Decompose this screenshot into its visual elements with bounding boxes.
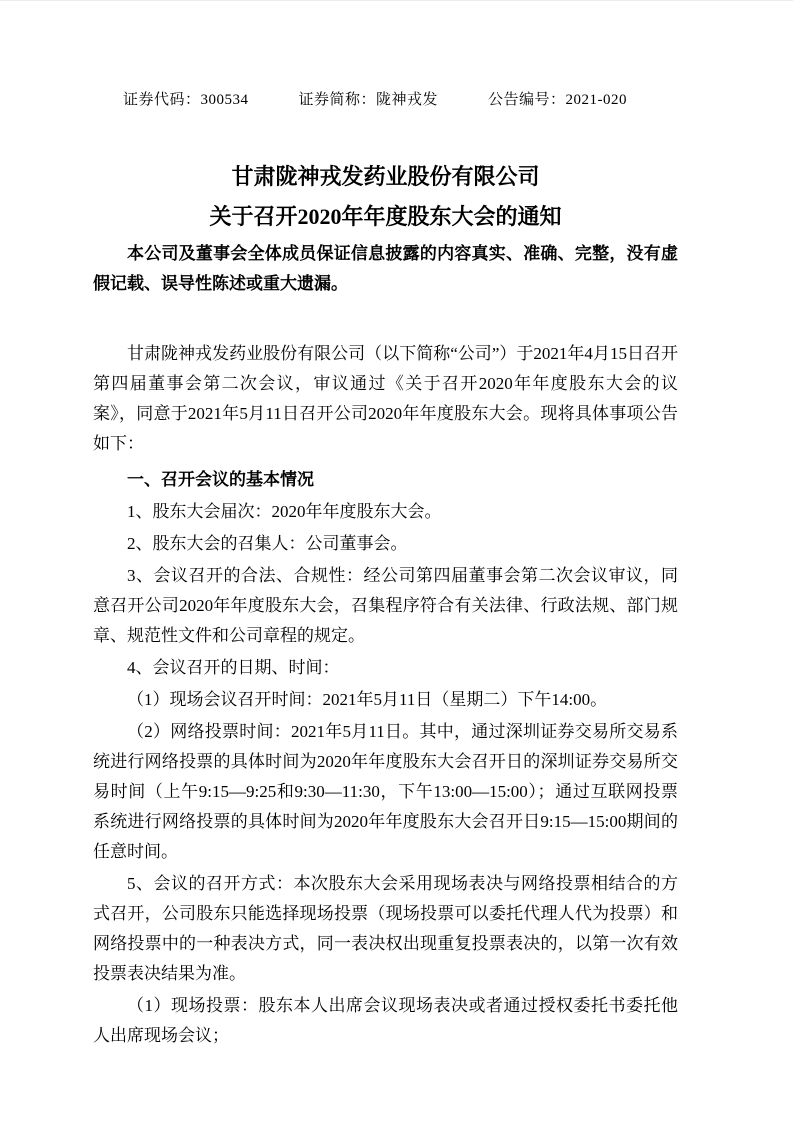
item-4-date-time: 4、会议召开的日期、时间：: [127, 658, 340, 677]
item-5-meeting-method: 5、会议的召开方式：本次股东大会采用现场表决与网络投票相结合的方式召开，公司股东只能选择现场投票（现场投票可以委托代理人代为投票）和网络投票中的一种表决方式，同一表决权出现重复投票表决的，以第一次有效投票表决结果为准。: [93, 874, 678, 983]
document-title: [93, 157, 678, 237]
disclosure-statement: 本公司及董事会全体成员保证信息披露的内容真实、准确、完整，没有虚假记载、误导性陈述或重大遗漏。: [93, 244, 678, 293]
item-1-meeting-session: 1、股东大会届次：2020年年度股东大会。: [127, 502, 442, 521]
section-heading-1: 一、召开会议的基本情况: [127, 470, 314, 489]
intro-paragraph: 甘肃陇神戎发药业股份有限公司（以下简称“公司”）于2021年4月15日召开第四届董事会第二次会议，审议通过《关于召开2020年年度股东大会的议案》，同意于2021年5月11日召开公司2020年年度股东大会。现将具体事项公告如下：: [93, 344, 678, 453]
item-2-convener: 2、股东大会的召集人：公司董事会。: [127, 534, 408, 553]
announcement-number: 公告编号：2021-020: [488, 92, 628, 108]
stock-abbreviation: 证券简称：陇神戎发: [298, 92, 439, 108]
item-4-2-online-voting-time: （2）网络投票时间：2021年5月11日。其中，通过深圳证券交易所交易系统进行网络投票的具体时间为2020年年度股东大会召开日的深圳证券交易所交易时间（上午9:15—9:25和9:30—11:30，下午13:00—15:00）；通过互联网投票系统进行网络投票的具体时间为2020年年度股东大会召开日9:15—15:00期间的任意时间。: [93, 722, 678, 861]
notice-title: 关于召开2020年年度股东大会的通知: [209, 204, 562, 229]
item-4-1-onsite-time: （1）现场会议召开时间：2021年5月11日（星期二）下午14:00。: [127, 690, 608, 709]
company-name-title: 甘肃陇神戎发药业股份有限公司: [231, 164, 540, 189]
stock-code: 证券代码：300534: [123, 92, 249, 108]
document-header: [123, 89, 678, 111]
item-3-legality: 3、会议召开的合法、合规性：经公司第四届董事会第二次会议审议，同意召开公司2020年年度股东大会，召集程序符合有关法律、行政法规、部门规章、规范性文件和公司章程的规定。: [93, 566, 678, 645]
item-5-1-onsite-voting: （1）现场投票：股东本人出席会议现场表决或者通过授权委托书委托他人出席现场会议；: [93, 996, 678, 1045]
